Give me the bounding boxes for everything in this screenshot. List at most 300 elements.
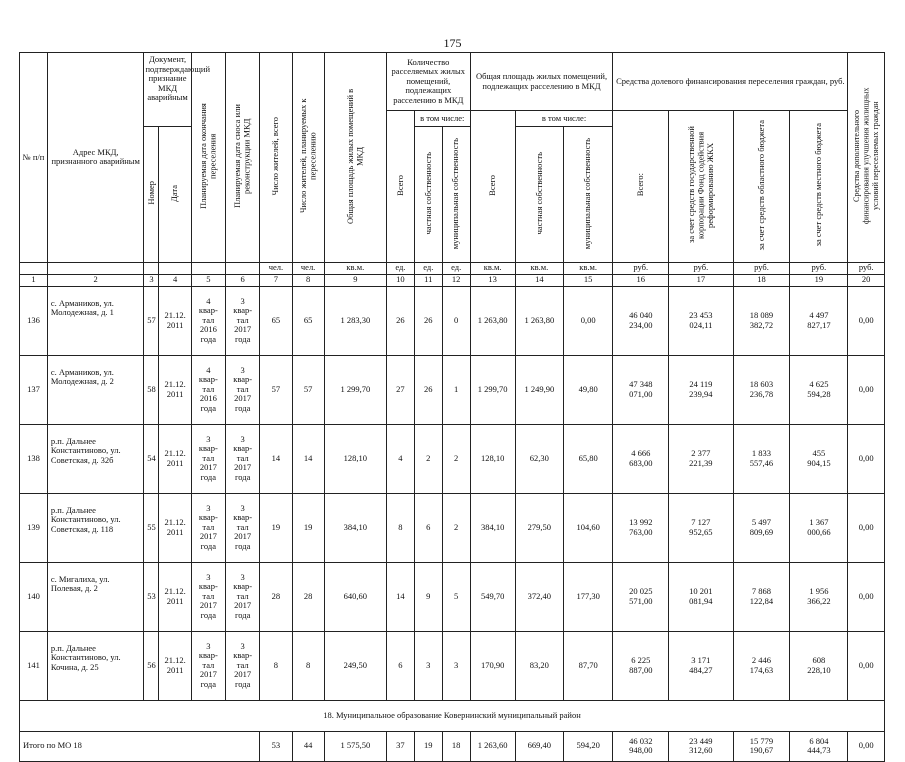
row-number: 139 [20, 493, 48, 562]
header-count-private: частная собственность [414, 127, 442, 262]
unit-cell: руб. [733, 262, 790, 274]
unit-cell [159, 262, 191, 274]
row-cell-c11: 6 [414, 493, 442, 562]
end-date-line: квар- [198, 305, 218, 316]
total-cell-c10: 37 [386, 731, 414, 761]
unit-cell: руб. [790, 262, 848, 274]
row-cell-c13: 1 299,70 [470, 355, 515, 424]
row-doc-date: 21.12. 2011 [159, 562, 191, 631]
row-doc-date: 21.12. 2011 [159, 493, 191, 562]
unit-cell: кв.м. [324, 262, 386, 274]
total-cell-c13: 1 263,60 [470, 731, 515, 761]
header-total-area: Общая площадь жилых помещений в МКД [324, 53, 386, 263]
column-number-cell: 1 [20, 274, 48, 286]
row-cell-c9: 640,60 [324, 562, 386, 631]
header-funds-total: Всего: [613, 111, 669, 263]
row-cell-c19 [790, 355, 848, 424]
row-cell-c11: 2 [414, 424, 442, 493]
amount-line: 312,60 [689, 745, 713, 755]
amount-line: 1 956 [809, 586, 829, 596]
row-cell-c11: 9 [414, 562, 442, 631]
units-row [20, 262, 885, 274]
row-cell-c11: 26 [414, 286, 442, 355]
amount-line: 455 [812, 448, 826, 458]
row-cell-c7: 14 [260, 424, 292, 493]
row-demolition-date [226, 562, 260, 631]
row-doc-number: 58 [144, 355, 159, 424]
header-area-municipal: муниципальная собственность [563, 127, 612, 262]
amount-line: 18 603 [749, 379, 774, 389]
row-cell-c10: 27 [386, 355, 414, 424]
amount-line: 484,27 [689, 664, 713, 675]
end-date-line: тал [202, 314, 215, 325]
demolition-date-line: года [234, 333, 251, 344]
row-doc-number: 55 [144, 493, 159, 562]
amount-line: 809,69 [749, 526, 774, 537]
demolition-date-line: 3 [240, 502, 245, 513]
unit-cell: кв.м. [470, 262, 515, 274]
header-count-sub: в том числе: [414, 111, 470, 127]
amount-line: 228,10 [807, 664, 831, 675]
row-cell-c14: 1 249,90 [515, 355, 563, 424]
total-cell-c16 [613, 731, 669, 761]
column-number-cell: 5 [191, 274, 225, 286]
row-cell-c17 [669, 424, 733, 493]
demolition-date-line: тал [236, 521, 249, 532]
end-date-line: тал [202, 590, 215, 601]
row-cell-c18 [733, 286, 790, 355]
demolition-date-line: 3 [240, 640, 245, 651]
end-date-line: квар- [198, 650, 218, 661]
total-cell-c20: 0,00 [848, 731, 885, 761]
end-date-line: квар- [198, 581, 218, 592]
row-cell-c10: 26 [386, 286, 414, 355]
unit-cell: ед. [442, 262, 470, 274]
row-cell-c10: 6 [386, 631, 414, 700]
total-cell-c19 [790, 731, 848, 761]
amount-line: 6 225 [631, 655, 651, 665]
end-date-line: 2017 [199, 600, 217, 611]
demolition-date-line: квар- [233, 374, 253, 385]
row-number: 141 [20, 631, 48, 700]
end-date-line: 2017 [199, 462, 217, 473]
amount-line: 594,28 [807, 388, 831, 399]
row-cell-c18 [733, 424, 790, 493]
column-number-cell: 10 [386, 274, 414, 286]
amount-line: 20 025 [629, 586, 653, 596]
row-cell-c12: 0 [442, 286, 470, 355]
row-end-date [191, 493, 225, 562]
row-cell-c16 [613, 562, 669, 631]
column-number-cell: 15 [563, 274, 612, 286]
demolition-date-line: квар- [233, 443, 253, 454]
amount-line: 024,11 [689, 319, 713, 330]
column-number-cell: 20 [848, 274, 885, 286]
amount-line: 46 032 [629, 735, 653, 746]
demolition-date-line: 2017 [234, 393, 252, 404]
amount-line: 1 367 [809, 517, 829, 527]
header-demolition-date: Планируемая дата сноса или реконструкции МКД [226, 53, 260, 263]
amount-line: 952,65 [689, 526, 713, 537]
end-date-line: тал [202, 383, 215, 394]
demolition-date-line: тал [236, 590, 249, 601]
demolition-date-line: квар- [233, 305, 253, 316]
total-cell-c15: 594,20 [563, 731, 612, 761]
header-doc-group: Документ, подтверждающий признание МКД аварийным [144, 53, 191, 127]
row-cell-c18 [733, 493, 790, 562]
row-address: р.п. Дальнее Константиново, ул. Советская, д. 118 [47, 493, 144, 562]
row-doc-number: 57 [144, 286, 159, 355]
row-cell-c13: 128,10 [470, 424, 515, 493]
row-cell-c8: 8 [292, 631, 324, 700]
amount-line: 4 497 [809, 310, 829, 320]
end-date-line: года [200, 609, 217, 620]
end-date-line: 2016 [199, 393, 217, 404]
row-cell-c12: 1 [442, 355, 470, 424]
amount-line: 236,78 [749, 388, 774, 399]
amount-line: 234,00 [629, 319, 653, 330]
amount-line: 827,17 [807, 319, 831, 330]
row-cell-c15: 49,80 [563, 355, 612, 424]
row-cell-c12: 3 [442, 631, 470, 700]
amount-line: 683,00 [629, 457, 653, 468]
row-cell-c17 [669, 631, 733, 700]
demolition-date-line: 2017 [234, 669, 252, 680]
end-date-line: года [200, 402, 217, 413]
amount-line: 000,66 [807, 526, 831, 537]
table-row [20, 355, 885, 424]
column-number-cell: 16 [613, 274, 669, 286]
header-address: Адрес МКД, признанного аварийным [47, 53, 144, 263]
unit-cell: ед. [414, 262, 442, 274]
row-cell-c7: 57 [260, 355, 292, 424]
total-row [20, 731, 885, 761]
row-cell-c20: 0,00 [848, 631, 885, 700]
amount-line: 4 666 [631, 448, 651, 458]
column-numbers-row [20, 274, 885, 286]
demolition-date-line: 3 [240, 364, 245, 375]
amount-line: 608 [812, 655, 826, 665]
row-cell-c16 [613, 424, 669, 493]
end-date-line: года [200, 471, 217, 482]
header-area-total: Всего [470, 111, 515, 263]
row-address: с. Мигалиха, ул. Полевая, д. 2 [47, 562, 144, 631]
row-doc-number: 53 [144, 562, 159, 631]
row-cell-c8: 19 [292, 493, 324, 562]
amount-line: 6 804 [809, 735, 829, 746]
row-end-date [191, 562, 225, 631]
page-number: 175 [443, 36, 462, 50]
row-demolition-date [226, 424, 260, 493]
end-date-line: года [200, 540, 217, 551]
amount-line: 221,39 [689, 457, 713, 468]
unit-cell [47, 262, 144, 274]
amount-line: 571,00 [629, 595, 653, 606]
end-date-line: 3 [206, 571, 211, 582]
row-demolition-date [226, 631, 260, 700]
row-end-date [191, 631, 225, 700]
end-date-line: 3 [206, 640, 211, 651]
column-number-cell: 12 [442, 274, 470, 286]
end-date-line: 2016 [199, 324, 217, 335]
row-cell-c14: 1 263,80 [515, 286, 563, 355]
amount-line: 887,00 [629, 664, 653, 675]
column-number-cell: 13 [470, 274, 515, 286]
resettlement-table [19, 52, 885, 762]
header-funds-regional: за счет средств областного бюджета [733, 111, 790, 263]
column-number-cell: 7 [260, 274, 292, 286]
amount-line: 444,73 [807, 745, 831, 755]
total-label: Итого по МО 18 [20, 731, 260, 761]
unit-cell: чел. [260, 262, 292, 274]
amount-line: 071,00 [629, 388, 653, 399]
table-row [20, 286, 885, 355]
demolition-date-line: тал [236, 659, 249, 670]
header-area-sub: в том числе: [515, 111, 613, 127]
end-date-line: тал [202, 452, 215, 463]
total-cell-c7: 53 [260, 731, 292, 761]
demolition-date-line: тал [236, 383, 249, 394]
amount-line: 7 868 [751, 586, 772, 596]
row-cell-c15: 177,30 [563, 562, 612, 631]
row-cell-c8: 28 [292, 562, 324, 631]
amount-line: 2 446 [751, 655, 772, 665]
total-cell-c8: 44 [292, 731, 324, 761]
unit-cell [20, 262, 48, 274]
unit-cell: кв.м. [515, 262, 563, 274]
row-cell-c12: 2 [442, 493, 470, 562]
amount-line: 904,15 [807, 457, 831, 468]
row-demolition-date [226, 286, 260, 355]
row-cell-c10: 14 [386, 562, 414, 631]
unit-cell [226, 262, 260, 274]
row-cell-c9: 384,10 [324, 493, 386, 562]
column-number-cell: 14 [515, 274, 563, 286]
row-cell-c8: 14 [292, 424, 324, 493]
amount-line: 239,94 [689, 388, 713, 399]
amount-line: 763,00 [629, 526, 653, 537]
amount-line: 46 040 [629, 310, 653, 320]
row-cell-c19 [790, 562, 848, 631]
row-cell-c13: 1 263,80 [470, 286, 515, 355]
row-cell-c12: 5 [442, 562, 470, 631]
row-cell-c7: 19 [260, 493, 292, 562]
end-date-line: 3 [206, 433, 211, 444]
row-cell-c20: 0,00 [848, 424, 885, 493]
row-cell-c10: 8 [386, 493, 414, 562]
row-cell-c11: 26 [414, 355, 442, 424]
unit-cell: руб. [613, 262, 669, 274]
row-cell-c15: 104,60 [563, 493, 612, 562]
demolition-date-line: 3 [240, 433, 245, 444]
header-funds-local: за счет средств местного бюджета [790, 111, 848, 263]
row-cell-c9: 1 283,30 [324, 286, 386, 355]
row-cell-c15: 65,80 [563, 424, 612, 493]
demolition-date-line: 3 [240, 571, 245, 582]
row-cell-c20: 0,00 [848, 286, 885, 355]
row-address: с. Армаников, ул. Молодежная, д. 1 [47, 286, 144, 355]
amount-line: 366,22 [807, 595, 831, 606]
end-date-line: 2017 [199, 669, 217, 680]
row-cell-c17 [669, 355, 733, 424]
table-row [20, 424, 885, 493]
unit-cell: кв.м. [563, 262, 612, 274]
row-cell-c20: 0,00 [848, 355, 885, 424]
column-number-cell: 8 [292, 274, 324, 286]
table-row [20, 631, 885, 700]
amount-line: 47 348 [629, 379, 653, 389]
section-row [20, 700, 885, 731]
amount-line: 2 377 [691, 448, 711, 458]
amount-line: 081,94 [689, 595, 713, 606]
row-cell-c18 [733, 562, 790, 631]
end-date-line: 4 [206, 295, 211, 306]
header-additional-funding: Средства дополнительного финансирования улучшения жилищных условий переселяемых граждан [848, 53, 885, 263]
amount-line: 15 779 [749, 735, 774, 746]
row-demolition-date [226, 355, 260, 424]
row-cell-c19 [790, 493, 848, 562]
row-cell-c14: 372,40 [515, 562, 563, 631]
total-cell-c11: 19 [414, 731, 442, 761]
header-count-group: Количество расселяемых жилых помещений, подлежащих расселению в МКД [386, 53, 470, 111]
row-cell-c7: 28 [260, 562, 292, 631]
header-no: № п/п [20, 53, 48, 263]
amount-line: 23 453 [689, 310, 713, 320]
column-number-cell: 3 [144, 274, 159, 286]
row-cell-c10: 4 [386, 424, 414, 493]
end-date-line: года [200, 333, 217, 344]
unit-cell [144, 262, 159, 274]
row-cell-c17 [669, 286, 733, 355]
amount-line: 382,72 [749, 319, 774, 330]
row-cell-c13: 549,70 [470, 562, 515, 631]
demolition-date-line: года [234, 609, 251, 620]
unit-cell: ед. [386, 262, 414, 274]
row-cell-c19 [790, 631, 848, 700]
header-count-total: Всего [386, 111, 414, 263]
demolition-date-line: квар- [233, 650, 253, 661]
amount-line: 23 449 [689, 735, 713, 746]
amount-line: 7 127 [691, 517, 711, 527]
header-end-date: Планируемая дата окончания переселения [191, 53, 225, 263]
amount-line: 948,00 [629, 745, 653, 755]
table-row [20, 562, 885, 631]
row-cell-c17 [669, 562, 733, 631]
column-number-cell: 6 [226, 274, 260, 286]
header-residents-resettled: Число жителей, планируемых к переселению [292, 53, 324, 263]
header-count-municipal: муниципальная собственность [442, 127, 470, 262]
amount-line: 13 992 [629, 517, 653, 527]
section-title: 18. Муниципальное образование Ковернинский муниципальный район [20, 700, 885, 731]
row-cell-c8: 65 [292, 286, 324, 355]
row-cell-c16 [613, 286, 669, 355]
row-cell-c8: 57 [292, 355, 324, 424]
header-residents-total: Число жителей, всего [260, 53, 292, 263]
amount-line: 5 497 [751, 517, 772, 527]
row-doc-number: 56 [144, 631, 159, 700]
row-cell-c15: 87,70 [563, 631, 612, 700]
header-doc-date: Дата [159, 127, 191, 262]
row-number: 138 [20, 424, 48, 493]
row-cell-c16 [613, 493, 669, 562]
amount-line: 18 089 [749, 310, 774, 320]
column-number-cell: 18 [733, 274, 790, 286]
row-cell-c14: 62,30 [515, 424, 563, 493]
column-number-cell: 17 [669, 274, 733, 286]
row-number: 140 [20, 562, 48, 631]
amount-line: 24 119 [689, 379, 713, 389]
end-date-line: квар- [198, 512, 218, 523]
demolition-date-line: квар- [233, 512, 253, 523]
end-date-line: года [200, 678, 217, 689]
row-cell-c7: 8 [260, 631, 292, 700]
row-doc-date: 21.12. 2011 [159, 355, 191, 424]
end-date-line: квар- [198, 374, 218, 385]
total-cell-c14: 669,40 [515, 731, 563, 761]
row-address: р.п. Дальнее Константиново, ул. Кочина, д. 25 [47, 631, 144, 700]
row-address: р.п. Дальнее Константиново, ул. Советская, д. 32б [47, 424, 144, 493]
amount-line: 10 201 [689, 586, 713, 596]
row-cell-c11: 3 [414, 631, 442, 700]
row-cell-c9: 249,50 [324, 631, 386, 700]
total-cell-c18 [733, 731, 790, 761]
demolition-date-line: квар- [233, 581, 253, 592]
row-number: 136 [20, 286, 48, 355]
total-cell-c17 [669, 731, 733, 761]
column-number-cell: 19 [790, 274, 848, 286]
column-number-cell: 2 [47, 274, 144, 286]
header-area-group: Общая площадь жилых помещений, подлежащих расселению в МКД [470, 53, 613, 111]
demolition-date-line: 3 [240, 295, 245, 306]
demolition-date-line: года [234, 402, 251, 413]
demolition-date-line: года [234, 678, 251, 689]
row-cell-c19 [790, 286, 848, 355]
header-funds-fund: за счет средств государственной корпорации Фонд содействия реформированию ЖКХ [669, 111, 733, 263]
column-number-cell: 4 [159, 274, 191, 286]
table-row [20, 493, 885, 562]
amount-line: 1 833 [751, 448, 772, 458]
amount-line: 557,46 [749, 457, 774, 468]
row-end-date [191, 355, 225, 424]
demolition-date-line: года [234, 471, 251, 482]
column-number-cell: 9 [324, 274, 386, 286]
demolition-date-line: 2017 [234, 531, 252, 542]
row-cell-c16 [613, 631, 669, 700]
end-date-line: 2017 [199, 531, 217, 542]
row-doc-date: 21.12. 2011 [159, 631, 191, 700]
total-cell-c9: 1 575,50 [324, 731, 386, 761]
end-date-line: 4 [206, 364, 211, 375]
row-cell-c9: 1 299,70 [324, 355, 386, 424]
row-cell-c20: 0,00 [848, 493, 885, 562]
row-cell-c15: 0,00 [563, 286, 612, 355]
demolition-date-line: года [234, 540, 251, 551]
row-cell-c13: 170,90 [470, 631, 515, 700]
header-funds-group: Средства долевого финансирования переселения граждан, руб. [613, 53, 848, 111]
row-address: с. Армаников, ул. Молодежная, д. 2 [47, 355, 144, 424]
row-cell-c12: 2 [442, 424, 470, 493]
row-cell-c19 [790, 424, 848, 493]
demolition-date-line: тал [236, 452, 249, 463]
row-cell-c20: 0,00 [848, 562, 885, 631]
row-demolition-date [226, 493, 260, 562]
row-end-date [191, 286, 225, 355]
row-number: 137 [20, 355, 48, 424]
amount-line: 190,67 [749, 745, 774, 755]
amount-line: 174,63 [749, 664, 774, 675]
row-doc-date: 21.12. 2011 [159, 424, 191, 493]
end-date-line: 3 [206, 502, 211, 513]
